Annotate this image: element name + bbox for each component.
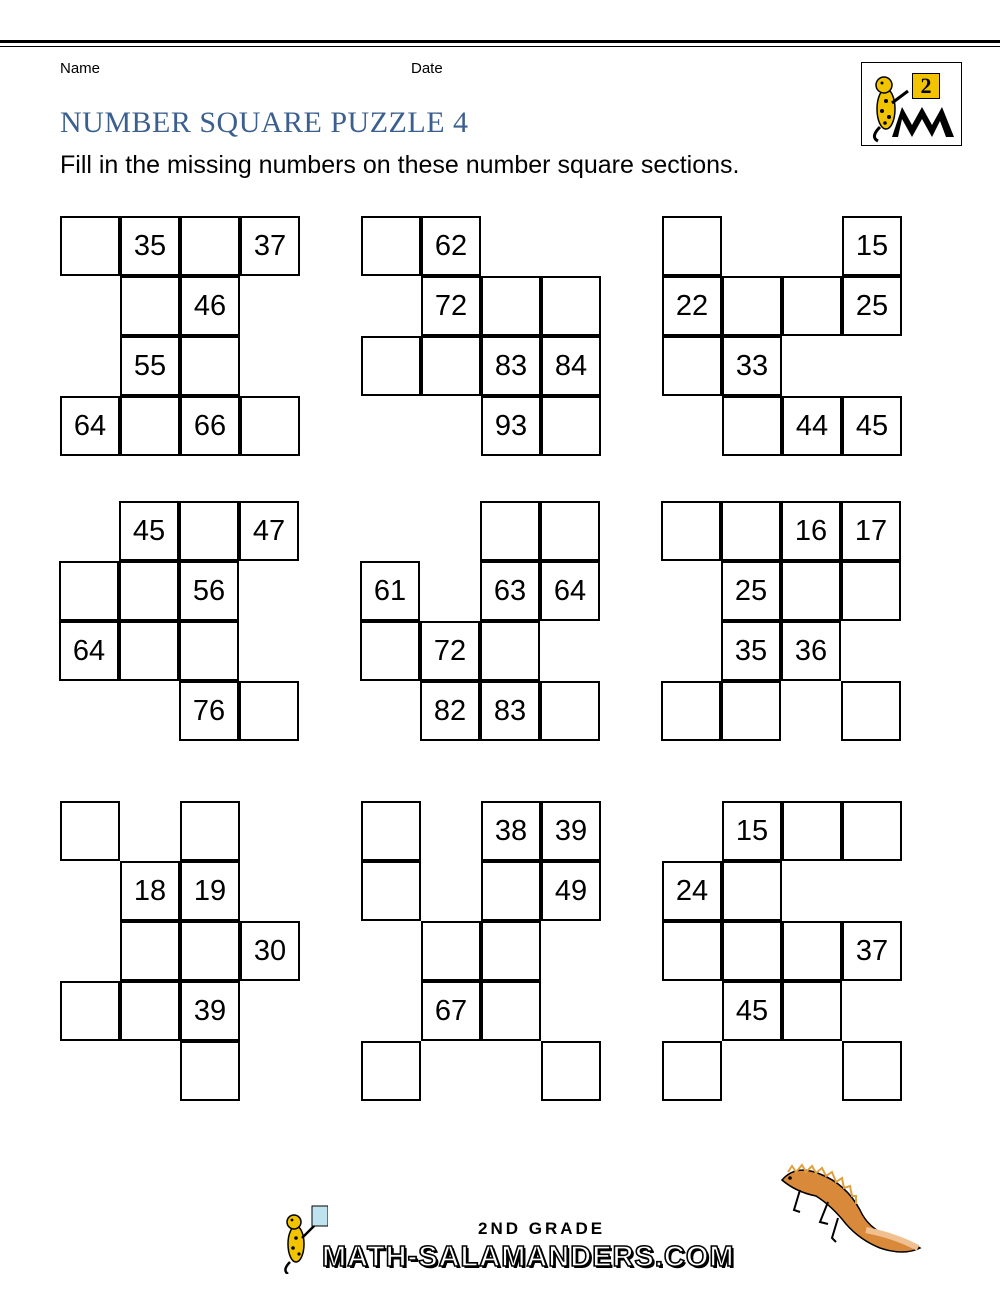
number-cell: 45 bbox=[119, 501, 179, 561]
blank-cell[interactable] bbox=[781, 561, 841, 621]
number-cell: 35 bbox=[120, 216, 180, 276]
blank-cell[interactable] bbox=[180, 801, 240, 861]
blank-cell[interactable] bbox=[361, 801, 421, 861]
number-cell: 49 bbox=[541, 861, 601, 921]
blank-cell[interactable] bbox=[481, 861, 541, 921]
blank-cell[interactable] bbox=[180, 336, 240, 396]
number-cell: 67 bbox=[421, 981, 481, 1041]
blank-cell[interactable] bbox=[842, 1041, 902, 1101]
number-cell: 39 bbox=[180, 981, 240, 1041]
number-cell: 37 bbox=[842, 921, 902, 981]
blank-cell[interactable] bbox=[59, 561, 119, 621]
number-cell: 30 bbox=[240, 921, 300, 981]
blank-cell[interactable] bbox=[179, 621, 239, 681]
blank-cell[interactable] bbox=[661, 681, 721, 741]
number-cell: 72 bbox=[420, 621, 480, 681]
blank-cell[interactable] bbox=[180, 921, 240, 981]
blank-cell[interactable] bbox=[361, 216, 421, 276]
footer-grade-text: 2ND GRADE bbox=[478, 1219, 606, 1238]
number-cell: 47 bbox=[239, 501, 299, 561]
number-cell: 72 bbox=[421, 276, 481, 336]
top-rule-thick bbox=[0, 40, 1000, 43]
blank-cell[interactable] bbox=[540, 501, 600, 561]
blank-cell[interactable] bbox=[540, 681, 600, 741]
puzzle-3 bbox=[662, 216, 902, 516]
blank-cell[interactable] bbox=[421, 336, 481, 396]
number-cell: 19 bbox=[180, 861, 240, 921]
blank-cell[interactable] bbox=[722, 396, 782, 456]
puzzle-5 bbox=[360, 501, 600, 801]
number-cell: 36 bbox=[781, 621, 841, 681]
blank-cell[interactable] bbox=[662, 336, 722, 396]
puzzle-2 bbox=[361, 216, 601, 516]
blank-cell[interactable] bbox=[240, 396, 300, 456]
blank-cell[interactable] bbox=[120, 981, 180, 1041]
blank-cell[interactable] bbox=[481, 921, 541, 981]
blank-cell[interactable] bbox=[120, 276, 180, 336]
blank-cell[interactable] bbox=[841, 561, 901, 621]
number-cell: 25 bbox=[842, 276, 902, 336]
blank-cell[interactable] bbox=[722, 921, 782, 981]
puzzle-9 bbox=[662, 801, 902, 1101]
blank-cell[interactable] bbox=[541, 396, 601, 456]
blank-cell[interactable] bbox=[541, 1041, 601, 1101]
puzzle-1 bbox=[60, 216, 300, 516]
blank-cell[interactable] bbox=[119, 561, 179, 621]
number-cell: 93 bbox=[481, 396, 541, 456]
number-cell: 16 bbox=[781, 501, 841, 561]
blank-cell[interactable] bbox=[119, 621, 179, 681]
number-cell: 15 bbox=[842, 216, 902, 276]
number-cell: 33 bbox=[722, 336, 782, 396]
blank-cell[interactable] bbox=[841, 681, 901, 741]
blank-cell[interactable] bbox=[120, 396, 180, 456]
blank-cell[interactable] bbox=[120, 921, 180, 981]
top-rule-thin bbox=[0, 46, 1000, 47]
blank-cell[interactable] bbox=[361, 861, 421, 921]
number-cell: 63 bbox=[480, 561, 540, 621]
blank-cell[interactable] bbox=[662, 921, 722, 981]
number-cell: 76 bbox=[179, 681, 239, 741]
number-cell: 25 bbox=[721, 561, 781, 621]
puzzle-8 bbox=[361, 801, 601, 1101]
date-label: Date bbox=[411, 60, 443, 77]
blank-cell[interactable] bbox=[842, 801, 902, 861]
blank-cell[interactable] bbox=[782, 981, 842, 1041]
number-cell: 82 bbox=[420, 681, 480, 741]
blank-cell[interactable] bbox=[239, 681, 299, 741]
page-title: NUMBER SQUARE PUZZLE 4 bbox=[60, 106, 469, 139]
number-cell: 83 bbox=[481, 336, 541, 396]
blank-cell[interactable] bbox=[480, 621, 540, 681]
blank-cell[interactable] bbox=[179, 501, 239, 561]
blank-cell[interactable] bbox=[722, 276, 782, 336]
grade-logo bbox=[861, 62, 962, 146]
number-cell: 17 bbox=[841, 501, 901, 561]
number-cell: 35 bbox=[721, 621, 781, 681]
number-cell: 61 bbox=[360, 561, 420, 621]
blank-cell[interactable] bbox=[782, 276, 842, 336]
blank-cell[interactable] bbox=[661, 501, 721, 561]
number-cell: 22 bbox=[662, 276, 722, 336]
blank-cell[interactable] bbox=[60, 216, 120, 276]
blank-cell[interactable] bbox=[60, 981, 120, 1041]
number-cell: 45 bbox=[842, 396, 902, 456]
number-cell: 37 bbox=[240, 216, 300, 276]
grade-badge: 2 bbox=[912, 73, 940, 99]
blank-cell[interactable] bbox=[361, 1041, 421, 1101]
blank-cell[interactable] bbox=[360, 621, 420, 681]
number-cell: 24 bbox=[662, 861, 722, 921]
blank-cell[interactable] bbox=[421, 921, 481, 981]
name-label: Name bbox=[60, 60, 101, 77]
number-cell: 18 bbox=[120, 861, 180, 921]
puzzle-4 bbox=[59, 501, 299, 801]
blank-cell[interactable] bbox=[782, 801, 842, 861]
number-cell: 64 bbox=[540, 561, 600, 621]
instructions-text: Fill in the missing numbers on these number square sections. bbox=[60, 151, 740, 179]
newt-illustration-icon bbox=[776, 1152, 926, 1262]
blank-cell[interactable] bbox=[721, 681, 781, 741]
number-cell: 44 bbox=[782, 396, 842, 456]
blank-cell[interactable] bbox=[481, 276, 541, 336]
number-cell: 84 bbox=[541, 336, 601, 396]
number-cell: 39 bbox=[541, 801, 601, 861]
blank-cell[interactable] bbox=[662, 216, 722, 276]
puzzle-6 bbox=[661, 501, 901, 801]
number-cell: 64 bbox=[60, 396, 120, 456]
blank-cell[interactable] bbox=[722, 861, 782, 921]
blank-cell[interactable] bbox=[662, 1041, 722, 1101]
blank-cell[interactable] bbox=[361, 336, 421, 396]
blank-cell[interactable] bbox=[541, 276, 601, 336]
blank-cell[interactable] bbox=[480, 501, 540, 561]
number-cell: 64 bbox=[59, 621, 119, 681]
blank-cell[interactable] bbox=[782, 921, 842, 981]
puzzle-7 bbox=[60, 801, 300, 1101]
footer-site-text: MATH-SALAMANDERS.COM bbox=[322, 1241, 735, 1273]
number-cell: 83 bbox=[480, 681, 540, 741]
blank-cell[interactable] bbox=[180, 1041, 240, 1101]
blank-cell[interactable] bbox=[721, 501, 781, 561]
blank-cell[interactable] bbox=[60, 801, 120, 861]
number-cell: 66 bbox=[180, 396, 240, 456]
number-cell: 15 bbox=[722, 801, 782, 861]
number-cell: 45 bbox=[722, 981, 782, 1041]
number-cell: 62 bbox=[421, 216, 481, 276]
number-cell: 38 bbox=[481, 801, 541, 861]
number-cell: 56 bbox=[179, 561, 239, 621]
number-cell: 55 bbox=[120, 336, 180, 396]
blank-cell[interactable] bbox=[481, 981, 541, 1041]
number-cell: 46 bbox=[180, 276, 240, 336]
blank-cell[interactable] bbox=[180, 216, 240, 276]
